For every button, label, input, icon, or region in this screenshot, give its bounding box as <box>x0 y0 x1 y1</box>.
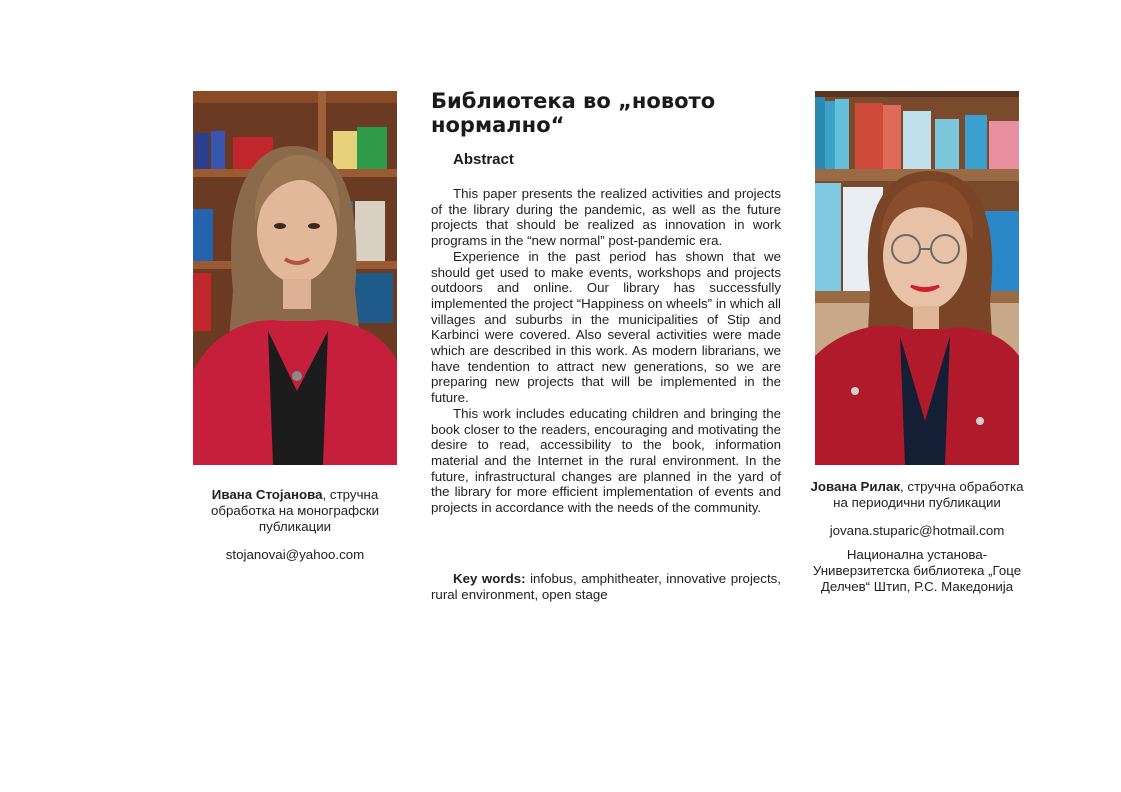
author-role-right: , стручна обработка на периодични публикации <box>833 479 1024 510</box>
author-email-left: stojanovai@yahoo.com <box>225 547 365 562</box>
author-name-right: Јована Рилак <box>810 479 901 494</box>
keywords-text: infobus, amphitheater, innovative projects, rural environment, open stage <box>431 571 781 602</box>
author-photo-right <box>815 91 1019 465</box>
author-role-left: , стручна обработка на монографски публикации <box>211 487 379 534</box>
author-name-left: Ивана Стојанова <box>211 487 323 502</box>
abstract-paragraph: This paper presents the realized activities and projects of the library during the pandemic, as well as the future projects that should be realized as innovation in work programs in the “new normal” post-pandemic era. <box>431 186 781 249</box>
abstract-heading: Abstract <box>453 151 514 168</box>
abstract-paragraph: This work includes educating children and bringing the book closer to the readers, encouraging and motivating the desire to read, accessibility to the book, information material and the Internet in the rural environment. In the future, infrastructural changes are planned in the yard of the library for more efficient implementation of events and projects in accordance with the needs of the community. <box>431 405 781 516</box>
author-email-right: jovana.stuparic@hotmail.com <box>829 523 1005 538</box>
abstract-paragraph: Experience in the past period has shown that we should get used to make events, workshops and projects outdoors and online. Our library has successfully implemented the project “Happiness on wheels” in which all villages and suburbs in the municipalities of Stip and Karbinci were covered. Also several activities were made which are described in this work. As modern librarians, we have tendention to attract new generations, so we are preparing new projects that will be implemented in the future. <box>431 248 781 406</box>
keywords-label: Key words: <box>453 571 526 586</box>
author-caption-left <box>193 487 397 563</box>
author-caption-right <box>806 479 1028 595</box>
paper-title: Библиотека во „новото нормално“ <box>431 89 716 137</box>
keywords-block <box>431 571 781 603</box>
author-institution-right: Национална установа-Универзитетска библиотека „Гоце Делчев“ Штип, Р.С. Македонија <box>812 547 1022 594</box>
abstract-body <box>431 186 781 516</box>
author-photo-left <box>193 91 397 465</box>
